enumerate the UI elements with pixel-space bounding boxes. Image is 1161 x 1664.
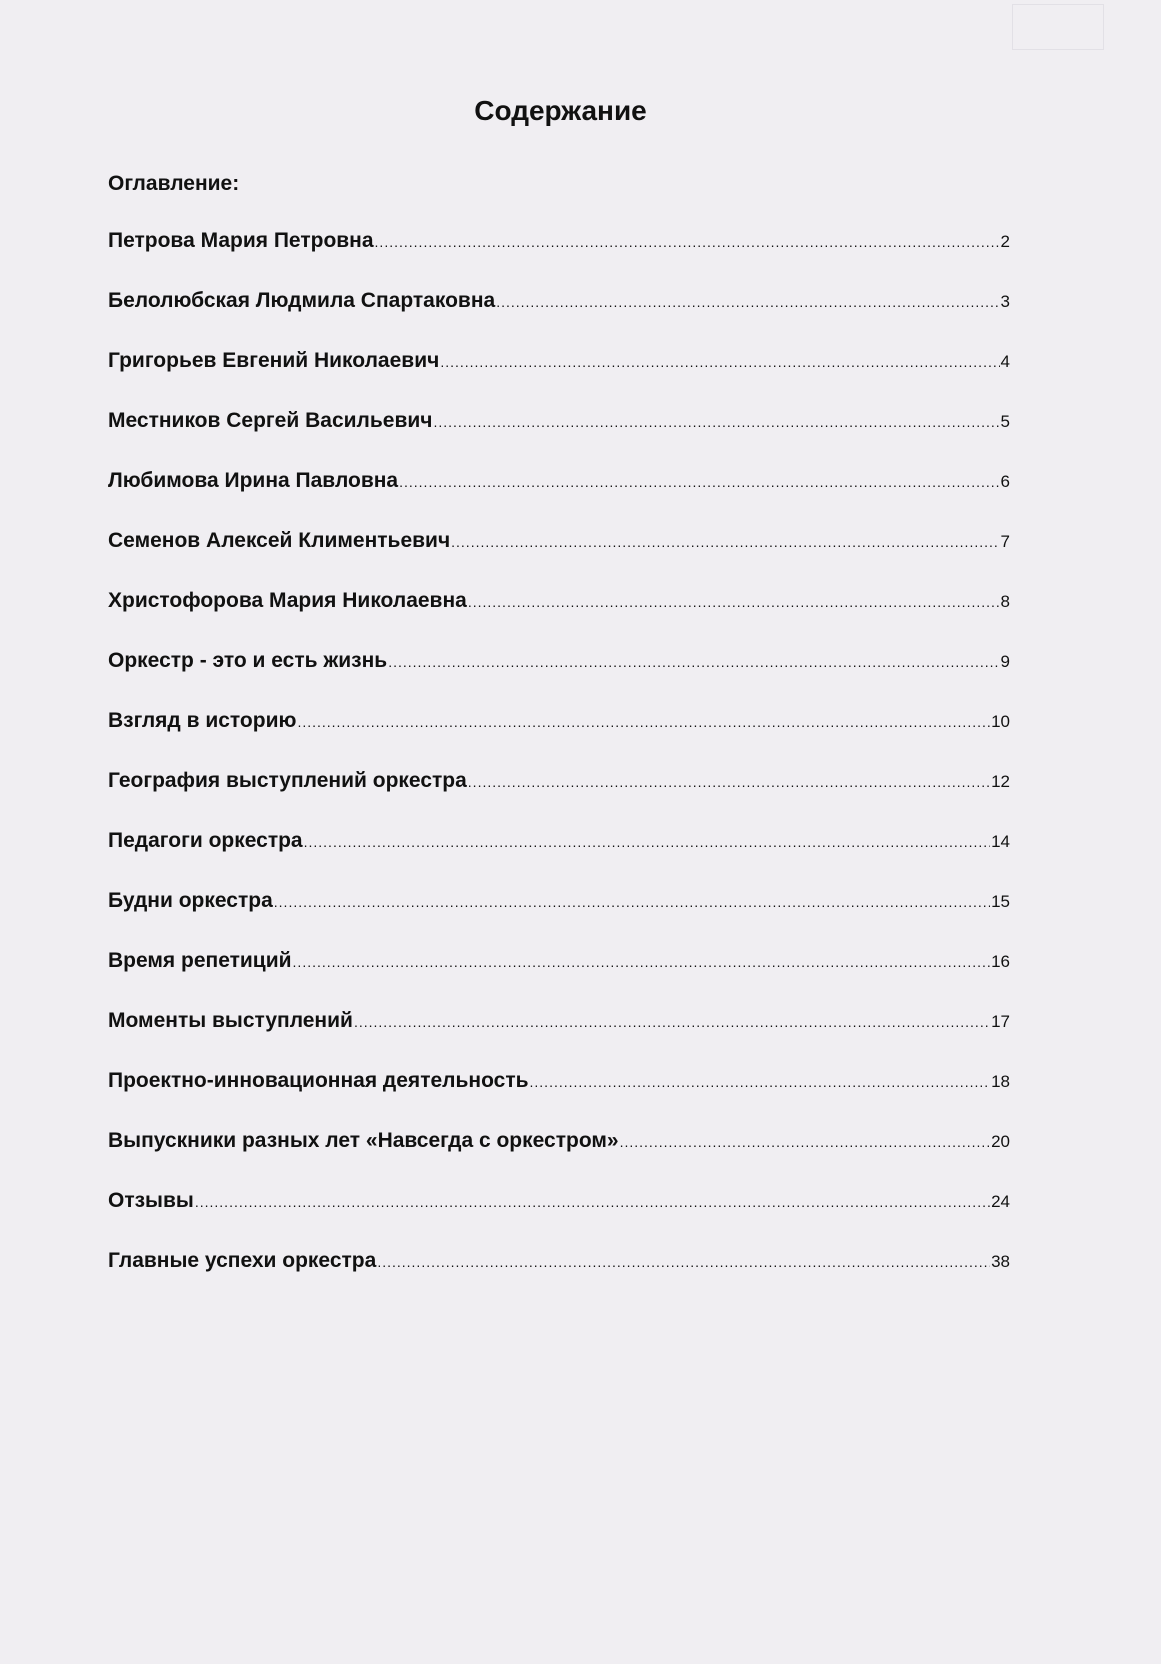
toc-entry-label: Отзывы (108, 1189, 194, 1212)
toc-entry[interactable] (108, 1189, 1010, 1249)
faded-stamp (1012, 4, 1104, 50)
toc-heading: Оглавление: (108, 172, 240, 195)
toc-entry-page: 17 (991, 1012, 1010, 1031)
toc-entry[interactable] (108, 829, 1010, 889)
toc-entry-page: 2 (1000, 232, 1010, 251)
toc-entry[interactable] (108, 229, 1010, 289)
toc-entry-page: 38 (991, 1252, 1010, 1271)
dot-leader (468, 594, 1000, 610)
toc-entry-page: 12 (991, 772, 1010, 791)
toc-entry-page: 15 (991, 892, 1010, 911)
toc-entry-label: Оркестр - это и есть жизнь (108, 649, 388, 672)
dot-leader (399, 474, 999, 490)
dot-leader (304, 834, 990, 850)
toc-entry-page: 6 (1000, 472, 1010, 491)
dot-leader (297, 714, 990, 730)
toc-entry[interactable] (108, 409, 1010, 469)
toc-entry-page: 5 (1000, 412, 1010, 431)
toc-entry-label: Взгляд в историю (108, 709, 297, 732)
toc-entry-label: Будни оркестра (108, 889, 273, 912)
dot-leader (375, 234, 1000, 250)
toc-entry-page: 10 (991, 712, 1010, 731)
toc-entry-label: Местников Сергей Васильевич (108, 409, 433, 432)
toc-entry[interactable] (108, 1249, 1010, 1309)
toc-entry[interactable] (108, 949, 1010, 1009)
dot-leader (388, 654, 999, 670)
dot-leader (440, 354, 999, 370)
toc-entry-page: 16 (991, 952, 1010, 971)
toc-entry-label: Проектно-инновационная деятельность (108, 1069, 529, 1092)
toc-entry-page: 9 (1000, 652, 1010, 671)
table-of-contents (108, 229, 1010, 1309)
toc-entry-label: Петрова Мария Петровна (108, 229, 374, 252)
dot-leader (433, 414, 999, 430)
toc-entry-label: Время репетиций (108, 949, 292, 972)
toc-entry[interactable] (108, 1069, 1010, 1129)
toc-entry[interactable] (108, 649, 1010, 709)
toc-entry[interactable] (108, 1129, 1010, 1189)
dot-leader (354, 1014, 990, 1030)
toc-entry[interactable] (108, 769, 1010, 829)
dot-leader (620, 1134, 990, 1150)
toc-entry-label: Христофорова Мария Николаевна (108, 589, 467, 612)
dot-leader (274, 894, 990, 910)
toc-entry[interactable] (108, 709, 1010, 769)
toc-entry-label: Белолюбская Людмила Спартаковна (108, 289, 496, 312)
toc-entry[interactable] (108, 469, 1010, 529)
dot-leader (293, 954, 991, 970)
toc-entry[interactable] (108, 589, 1010, 649)
toc-entry-label: Семенов Алексей Климентьевич (108, 529, 451, 552)
toc-entry-page: 24 (991, 1192, 1010, 1211)
dot-leader (496, 294, 999, 310)
toc-entry-page: 18 (991, 1072, 1010, 1091)
toc-entry-label: Моменты выступлений (108, 1009, 353, 1032)
toc-entry-page: 8 (1000, 592, 1010, 611)
dot-leader (468, 774, 990, 790)
toc-entry-page: 20 (991, 1132, 1010, 1151)
toc-entry[interactable] (108, 529, 1010, 589)
toc-entry-page: 3 (1000, 292, 1010, 311)
toc-entry[interactable] (108, 349, 1010, 409)
dot-leader (195, 1194, 990, 1210)
toc-entry-label: Любимова Ирина Павловна (108, 469, 399, 492)
dot-leader (530, 1074, 991, 1090)
page-title: Содержание (474, 95, 647, 126)
toc-entry-label: Главные успехи оркестра (108, 1249, 377, 1272)
toc-entry-label: География выступлений оркестра (108, 769, 467, 792)
toc-entry[interactable] (108, 289, 1010, 349)
toc-entry-label: Григорьев Евгений Николаевич (108, 349, 440, 372)
toc-entry-page: 7 (1000, 532, 1010, 551)
toc-entry[interactable] (108, 1009, 1010, 1069)
toc-entry-label: Выпускники разных лет «Навсегда с оркестром» (108, 1129, 619, 1152)
toc-entry-page: 14 (991, 832, 1010, 851)
toc-entry[interactable] (108, 889, 1010, 949)
toc-entry-label: Педагоги оркестра (108, 829, 303, 852)
dot-leader (451, 534, 999, 550)
toc-entry-page: 4 (1000, 352, 1010, 371)
dot-leader (377, 1254, 990, 1270)
